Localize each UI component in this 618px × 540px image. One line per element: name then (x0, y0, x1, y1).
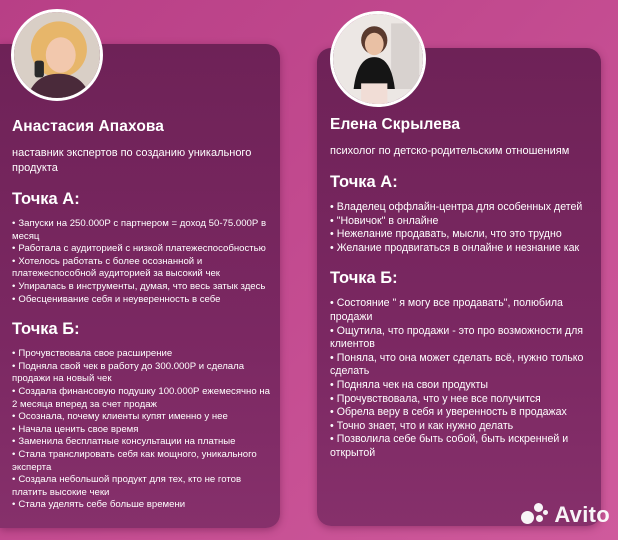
list-item: • Поняла, что она может сделать всё, нужно только сделать (330, 351, 584, 378)
list-item: • "Новичок" в онлайне (330, 214, 439, 227)
list-item: • Состояние " я могу все продавать", полюбила продажи (330, 297, 563, 323)
left-content (12, 118, 274, 512)
point-b-list (12, 348, 274, 512)
list-item: • Подняла чек на свои продукты (330, 378, 488, 391)
point-a-list (330, 201, 592, 255)
list-item: • Точно знает, что и как нужно делать (330, 419, 514, 432)
list-item: • Владелец оффлайн-центра для особенных детей (330, 201, 583, 213)
list-item: • Работала с аудиторией с низкой платежеспособностью (12, 243, 266, 255)
point-b-heading: Точка Б: (12, 320, 80, 339)
list-item: • Стала уделять себе больше времени (12, 499, 186, 511)
right-content (330, 116, 592, 461)
list-item: • Создала небольшой продукт для тех, кто не готов платить высокие чеки (12, 474, 242, 498)
point-a-heading: Точка А: (330, 173, 398, 191)
list-item: • Упиралась в инструменты, думая, что весь затык здесь (12, 280, 266, 292)
list-item: • Подняла свой чек в работу до 300.000Р и сделала продажи на новый чек (12, 360, 245, 385)
point-a-list (12, 218, 274, 306)
list-item: • Осознала, почему клиенты купят именно у нее (12, 411, 228, 423)
point-a-heading: Точка А: (12, 190, 80, 208)
avatar-anastasia (11, 9, 103, 101)
list-item: • Прочувствовала, что у нее все получится (330, 392, 541, 405)
expert-name: Елена Скрылева (330, 116, 461, 133)
portrait-photo-icon (333, 14, 423, 104)
expert-role: психолог по детско-родительским отношениям (330, 145, 570, 157)
list-item: • Начала ценить свое время (12, 423, 139, 435)
list-item: • Позволила себе быть собой, быть искренней и открытой (330, 433, 569, 459)
list-item: • Прочувствовала свое расширение (12, 348, 173, 360)
list-item: • Хотелось работать с более осознанной и платежеспособной аудиторией за высокий чек (12, 255, 220, 280)
list-item: • Заменила бесплатные консультации на платные (12, 436, 236, 448)
list-item: • Запуски на 250.000Р с партнером = доход 50-75.000Р в месяц (12, 218, 267, 242)
point-b-heading: Точка Б: (330, 269, 398, 288)
point-b-list (330, 297, 592, 460)
avito-watermark (521, 502, 610, 528)
avatar-elena (330, 11, 426, 107)
avito-wordmark: Avito (554, 502, 610, 527)
list-item: • Желание продвигаться в онлайне и незнание как (330, 241, 580, 254)
expert-name: Анастасия Апахова (12, 118, 165, 135)
list-item: • Создала финансовую подушку 100.000Р ежемесячно на 2 месяца вперед за счет продаж (12, 385, 270, 410)
avito-logo-icon (521, 503, 549, 527)
portrait-photo-icon (14, 12, 100, 98)
list-item: • Стала транслировать себя как мощного, уникального эксперта (12, 448, 257, 473)
expert-role: наставник экспертов по созданию уникального продукта (12, 147, 252, 174)
list-item: • Обесценивание себя и неуверенность в себе (12, 293, 221, 305)
list-item: • Нежелание продавать, мысли, что это трудно (330, 228, 562, 241)
list-item: • Обрела веру в себя и уверенность в продажах (330, 406, 567, 419)
list-item: • Ощутила, что продажи - это про возможности для клиентов (330, 324, 584, 351)
